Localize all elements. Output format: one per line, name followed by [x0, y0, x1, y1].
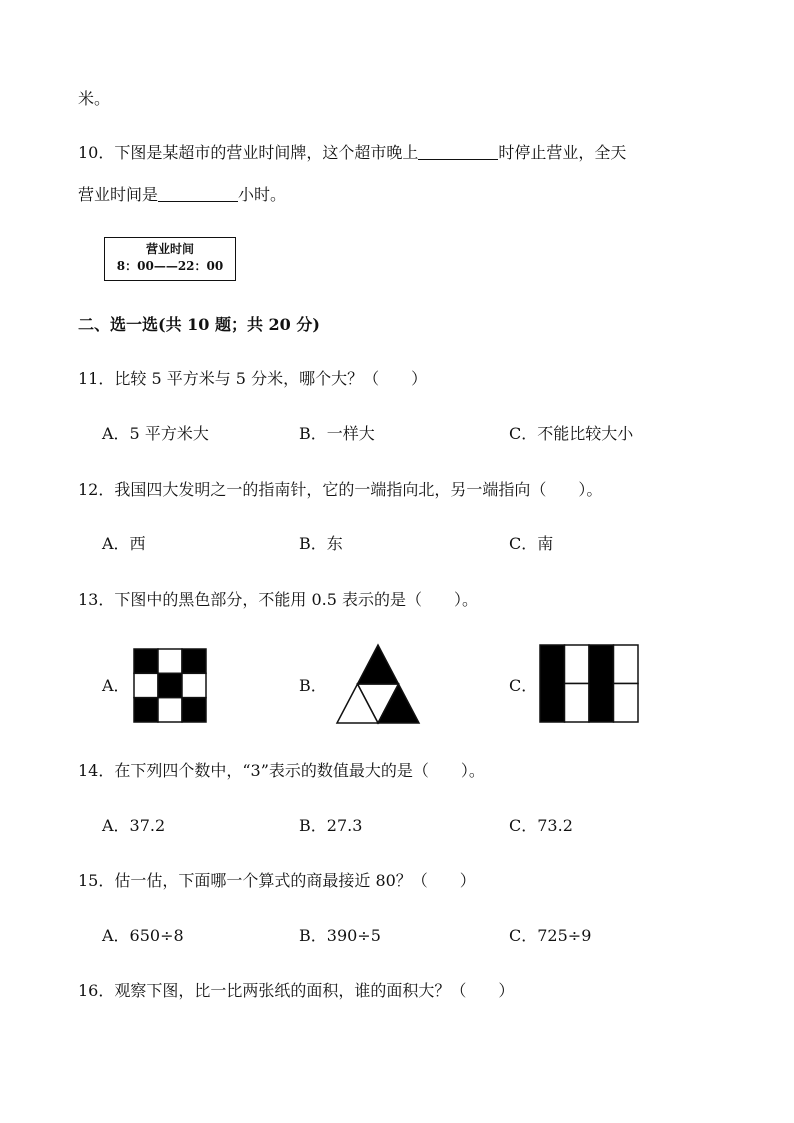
q10-line1 — [78, 142, 626, 164]
q14-option-c[interactable]: C．73.2 — [509, 816, 573, 835]
q13-figure-c-columns — [540, 645, 638, 722]
q11-option-c[interactable]: C．不能比较大小 — [509, 424, 634, 443]
checker-cell — [158, 698, 182, 722]
business-hours-sign — [104, 237, 236, 281]
checker-cell — [158, 673, 182, 697]
column-empty-bottom — [565, 684, 590, 723]
q15-option-a[interactable]: A．650÷8 — [102, 926, 184, 945]
checker-cell — [134, 673, 158, 697]
triangle-piece — [358, 645, 399, 684]
q10-line2 — [78, 184, 286, 206]
checker-cell — [182, 649, 206, 673]
q12-stem: 12．我国四大发明之一的指南针，它的一端指向北，另一端指向（ ）。 — [78, 480, 603, 499]
q15-option-b[interactable]: B．390÷5 — [299, 926, 381, 945]
q13-figure-a-checkerboard — [134, 649, 206, 722]
q10-blank-2[interactable] — [158, 185, 238, 202]
q11-stem: 11．比较 5 平方米与 5 分米，哪个大？（ ） — [78, 369, 428, 388]
q14-stem: 14．在下列四个数中，“3”表示的数值最大的是（ ）。 — [78, 761, 485, 780]
column-empty-top — [614, 645, 639, 684]
q12-option-b[interactable]: B．东 — [299, 534, 343, 553]
q13-option-a[interactable]: A． — [102, 676, 130, 695]
q12-option-c[interactable]: C．南 — [509, 534, 554, 553]
column-empty-bottom — [614, 684, 639, 723]
q10-blank-1[interactable] — [418, 143, 498, 160]
checker-cell — [182, 673, 206, 697]
q9-tail: 米。 — [78, 89, 111, 108]
q13-figure-b-triangles — [337, 645, 419, 723]
checker-cell — [158, 649, 182, 673]
q12-option-a[interactable]: A．西 — [102, 534, 146, 553]
q16-stem: 16．观察下图，比一比两张纸的面积，谁的面积大？（ ） — [78, 981, 515, 1000]
q15-stem: 15．估一估，下面哪一个算式的商最接近 80？（ ） — [78, 871, 476, 890]
checker-cell — [182, 698, 206, 722]
q14-option-a[interactable]: A．37.2 — [102, 816, 166, 835]
q13-stem: 13．下图中的黑色部分，不能用 0.5 表示的是（ ）。 — [78, 590, 478, 609]
q13-option-c[interactable]: C． — [509, 676, 538, 695]
q13-option-b[interactable]: B． — [299, 676, 327, 695]
q15-option-c[interactable]: C．725÷9 — [509, 926, 592, 945]
q10-line1-pre: 10．下图是某超市的营业时间牌，这个超市晚上 — [78, 143, 419, 162]
sign-hours: 8：00——22：00 — [116, 259, 224, 273]
sign-title: 营业时间 — [145, 242, 194, 256]
section-2-heading: 二、选一选(共 10 题；共 20 分) — [78, 315, 320, 334]
q11-option-b[interactable]: B．一样大 — [299, 424, 375, 443]
q11-option-a[interactable]: A．5 平方米大 — [102, 424, 209, 443]
q10-line1-post: 时停止营业，全天 — [498, 143, 627, 162]
checker-cell — [134, 698, 158, 722]
q14-option-b[interactable]: B．27.3 — [299, 816, 363, 835]
column-filled — [589, 645, 614, 722]
q10-line2-post: 小时。 — [238, 185, 287, 204]
checker-cell — [134, 649, 158, 673]
column-filled — [540, 645, 565, 722]
column-empty-top — [565, 645, 590, 684]
q10-line2-pre: 营业时间是 — [78, 185, 159, 204]
